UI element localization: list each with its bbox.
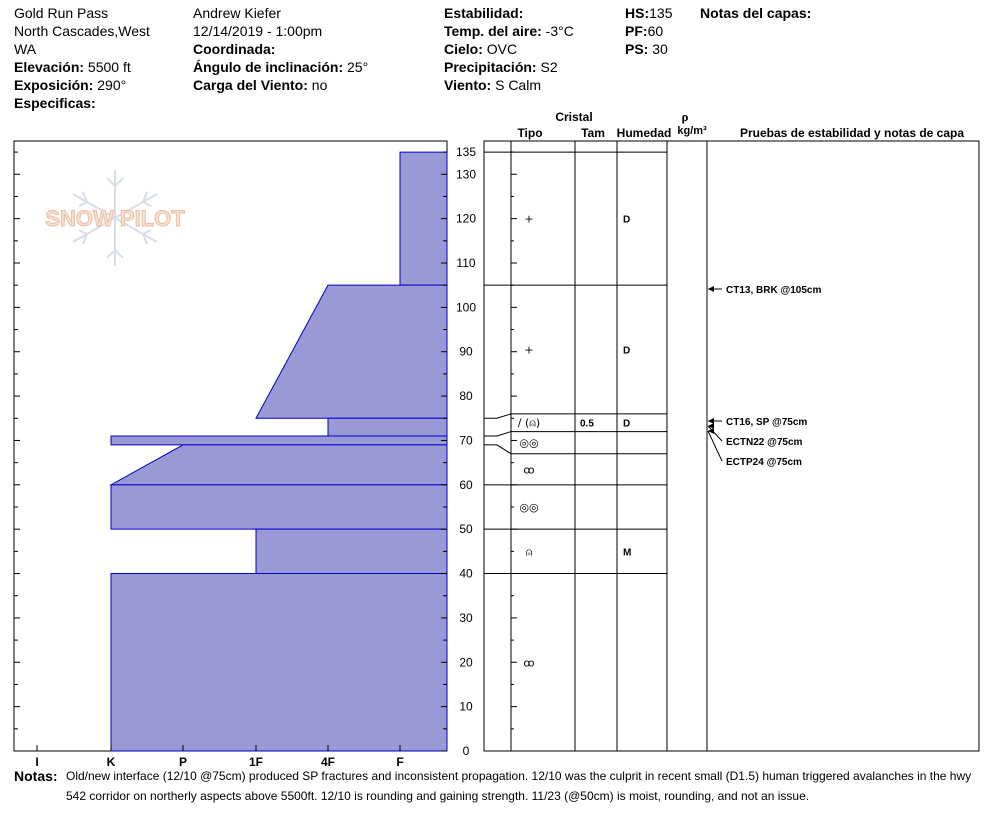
- height-tick-label: 90: [459, 344, 473, 359]
- location: Gold Run Pass: [14, 5, 109, 21]
- test-arrow: [708, 418, 714, 424]
- grain-type-symbol: ◎◎: [519, 501, 539, 514]
- ps-row: PS: 30: [625, 41, 668, 57]
- col-size: Tam: [581, 126, 605, 140]
- grain-moisture: D: [623, 214, 631, 226]
- snowpilot-logo: [45, 170, 185, 266]
- hardness-tick-label: 4F: [320, 755, 336, 769]
- grain-type-symbol: +: [524, 212, 534, 226]
- hardness-tick-label: I: [35, 755, 39, 769]
- height-tick-label: 135: [455, 145, 477, 160]
- test-label: ECTP24 @75cm: [726, 457, 802, 468]
- grain-type-symbol: +: [524, 343, 534, 357]
- wind-load-value: no: [311, 77, 328, 93]
- grain-type-symbol: ꝏ: [523, 463, 535, 477]
- aspect-value: 290°: [97, 77, 127, 93]
- col-crystal: Cristal: [555, 110, 593, 124]
- test-label: ECTN22 @75cm: [726, 437, 803, 448]
- sky-value: OVC: [486, 41, 518, 57]
- col-tests: Pruebas de estabilidad y notas de capa: [739, 126, 965, 140]
- height-tick-label: 40: [459, 566, 473, 581]
- col-moisture: Humedad: [616, 126, 672, 140]
- notes: [14, 766, 989, 803]
- height-tick-label: 30: [459, 610, 473, 625]
- observer: Andrew Kiefer: [193, 5, 281, 21]
- stability-tests: [708, 285, 821, 468]
- aspect-row: Exposición: 290°: [14, 77, 127, 93]
- test-arrow: [708, 286, 714, 292]
- height-tick-label: 20: [459, 655, 473, 670]
- slope-value: 25°: [347, 59, 369, 75]
- air-temp-value: -3°C: [545, 23, 574, 39]
- ps-value: 30: [652, 41, 668, 57]
- col-density-unit: kg/m³: [677, 125, 707, 137]
- notes-label: Notas:: [14, 768, 58, 784]
- hardness-layer: [111, 485, 447, 529]
- coord-row: Coordinada:: [193, 41, 276, 57]
- table-ticks: [511, 152, 517, 751]
- air-temp-row: Temp. del aire: -3°C: [444, 23, 574, 39]
- logo-text: SNOW PILOT: [45, 206, 185, 231]
- elevation-value: 5500 ft: [87, 59, 131, 75]
- col-type: Tipo: [517, 126, 543, 140]
- height-tick-label: 120: [455, 211, 477, 226]
- hardness-layer: [256, 529, 447, 573]
- height-tick-label: 130: [455, 167, 477, 182]
- wind-load-row: Carga del Viento: no: [193, 77, 328, 93]
- wind-value: S Calm: [495, 77, 541, 93]
- height-tick-label: 50: [459, 522, 473, 537]
- layer-notes-heading: Notas del capas:: [700, 5, 812, 21]
- col-density-symbol: ρ: [681, 109, 689, 124]
- layer-connector: [484, 432, 511, 436]
- grain-size: 0.5: [580, 418, 594, 430]
- grain-type-symbol: / (⍝): [517, 416, 541, 430]
- region-line1: North Cascades,West: [14, 23, 150, 39]
- grain-moisture: D: [623, 418, 631, 430]
- hardness-layer: [111, 574, 447, 751]
- specifics-row: Especificas:: [14, 95, 96, 111]
- grain-moisture: D: [623, 345, 631, 357]
- hardness-layer: [256, 285, 447, 418]
- hardness-tick-label: P: [178, 755, 188, 769]
- test-label: CT16, SP @75cm: [726, 417, 808, 428]
- hardness-layer: [111, 436, 447, 445]
- height-tick-label: 60: [459, 477, 473, 492]
- hardness-tick-label: 1F: [248, 755, 264, 769]
- sky-row: Cielo: OVC: [444, 41, 518, 57]
- height-tick-label: 70: [459, 433, 473, 448]
- hs-row: HS:135: [625, 5, 673, 21]
- precip-row: Precipitación: S2: [444, 59, 558, 75]
- layer-connector: [484, 445, 511, 454]
- height-tick-label: 110: [456, 256, 476, 270]
- datetime: 12/14/2019 - 1:00pm: [193, 23, 323, 39]
- pf-row: PF:60: [625, 23, 664, 39]
- precip-value: S2: [540, 59, 558, 75]
- grain-type-symbol: ꝏ: [523, 656, 535, 670]
- notes-text: Old/new interface (12/10 @75cm) produced SP fractures and inconsistent propagation. 12/10 was the culprit in recent small (D1.5) human triggered avalanches in the hwy 542 corridor on northerly aspects above 5500ft. 12/10 is rounding and gaining strength. 11/23 (@50cm) is moist, rounding, and not an issue.: [66, 769, 972, 803]
- elevation-row: Elevación: 5500 ft: [14, 59, 131, 75]
- test-leader: [708, 426, 722, 441]
- grain-type-symbol: ⍝: [525, 545, 533, 559]
- hardness-layer: [111, 445, 447, 485]
- height-tick-label: 80: [459, 389, 473, 404]
- hardness-tick-label: F: [396, 755, 404, 769]
- hardness-layer: [328, 418, 447, 436]
- stability-row: Estabilidad:: [444, 5, 524, 21]
- hardness-layers: [111, 152, 447, 751]
- hs-value: 135: [649, 5, 673, 21]
- wind-row: Viento: S Calm: [444, 77, 541, 93]
- hardness-tick-label: K: [106, 755, 116, 769]
- pf-value: 60: [647, 23, 664, 39]
- slope-row: Ángulo de inclinación: 25°: [193, 59, 369, 75]
- height-tick-label: 100: [455, 300, 477, 315]
- test-label: CT13, BRK @105cm: [726, 285, 822, 296]
- test-leader: [708, 431, 722, 461]
- grain-type-symbol: ◎◎: [519, 436, 539, 450]
- hardness-layer: [400, 152, 447, 285]
- height-tick-label: 0: [462, 744, 470, 758]
- grain-moisture: M: [623, 547, 632, 559]
- region-line2: WA: [14, 41, 37, 57]
- layer-connector: [484, 414, 511, 418]
- test-arrow: [708, 423, 714, 429]
- height-tick-label: 10: [459, 699, 473, 714]
